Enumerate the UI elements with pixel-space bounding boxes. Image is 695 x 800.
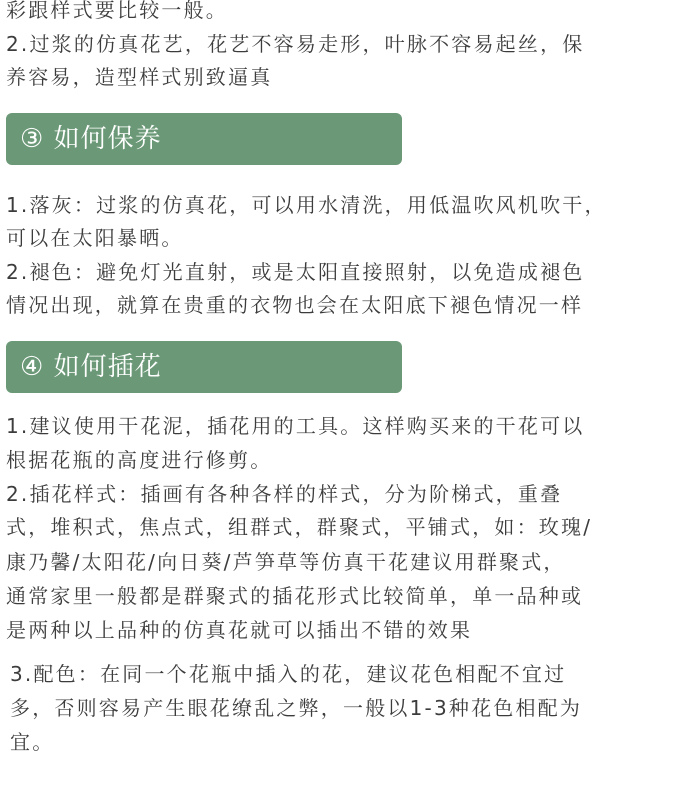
paragraph-line: 养容易，造型样式别致逼真 — [6, 65, 273, 89]
paragraph-line: 多，否则容易产生眼花缭乱之弊，一般以1-3种花色相配为 — [10, 696, 583, 720]
paragraph-line: 情况出现，就算在贵重的衣物也会在太阳底下褪色情况一样 — [6, 293, 584, 317]
paragraph-line: 1.落灰：过浆的仿真花，可以用水清洗，用低温吹风机吹干， — [6, 193, 607, 217]
paragraph-line: 式，堆积式，焦点式，组群式，群聚式，平铺式，如：玫瑰/ — [6, 515, 593, 539]
section-heading-banner — [6, 113, 402, 165]
paragraph-line: 2.插花样式：插画有各种各样的样式，分为阶梯式，重叠 — [6, 482, 563, 506]
section-heading: ③ 如何保养 — [20, 124, 162, 154]
paragraph-line: 彩跟样式要比较一般。 — [6, 0, 228, 22]
paragraph-line: 可以在太阳暴晒。 — [6, 226, 184, 250]
paragraph-line: 1.建议使用干花泥，插花用的工具。这样购买来的干花可以 — [6, 414, 585, 438]
paragraph-line: 宜。 — [10, 730, 55, 754]
paragraph-line: 康乃馨/太阳花/向日葵/芦笋草等仿真干花建议用群聚式， — [6, 550, 566, 574]
paragraph-line: 是两种以上品种的仿真花就可以插出不错的效果 — [6, 618, 473, 642]
paragraph-line: 通常家里一般都是群聚式的插花形式比较简单，单一品种或 — [6, 584, 584, 608]
section-heading-banner — [6, 341, 402, 393]
section-heading: ④ 如何插花 — [20, 352, 162, 382]
paragraph-line: 3.配色：在同一个花瓶中插入的花，建议花色相配不宜过 — [10, 662, 567, 686]
paragraph-line: 根据花瓶的高度进行修剪。 — [6, 448, 273, 472]
paragraph-line: 2.过浆的仿真花艺，花艺不容易走形，叶脉不容易起丝，保 — [6, 32, 585, 56]
paragraph-line: 2.褪色：避免灯光直射，或是太阳直接照射，以免造成褪色 — [6, 260, 585, 284]
